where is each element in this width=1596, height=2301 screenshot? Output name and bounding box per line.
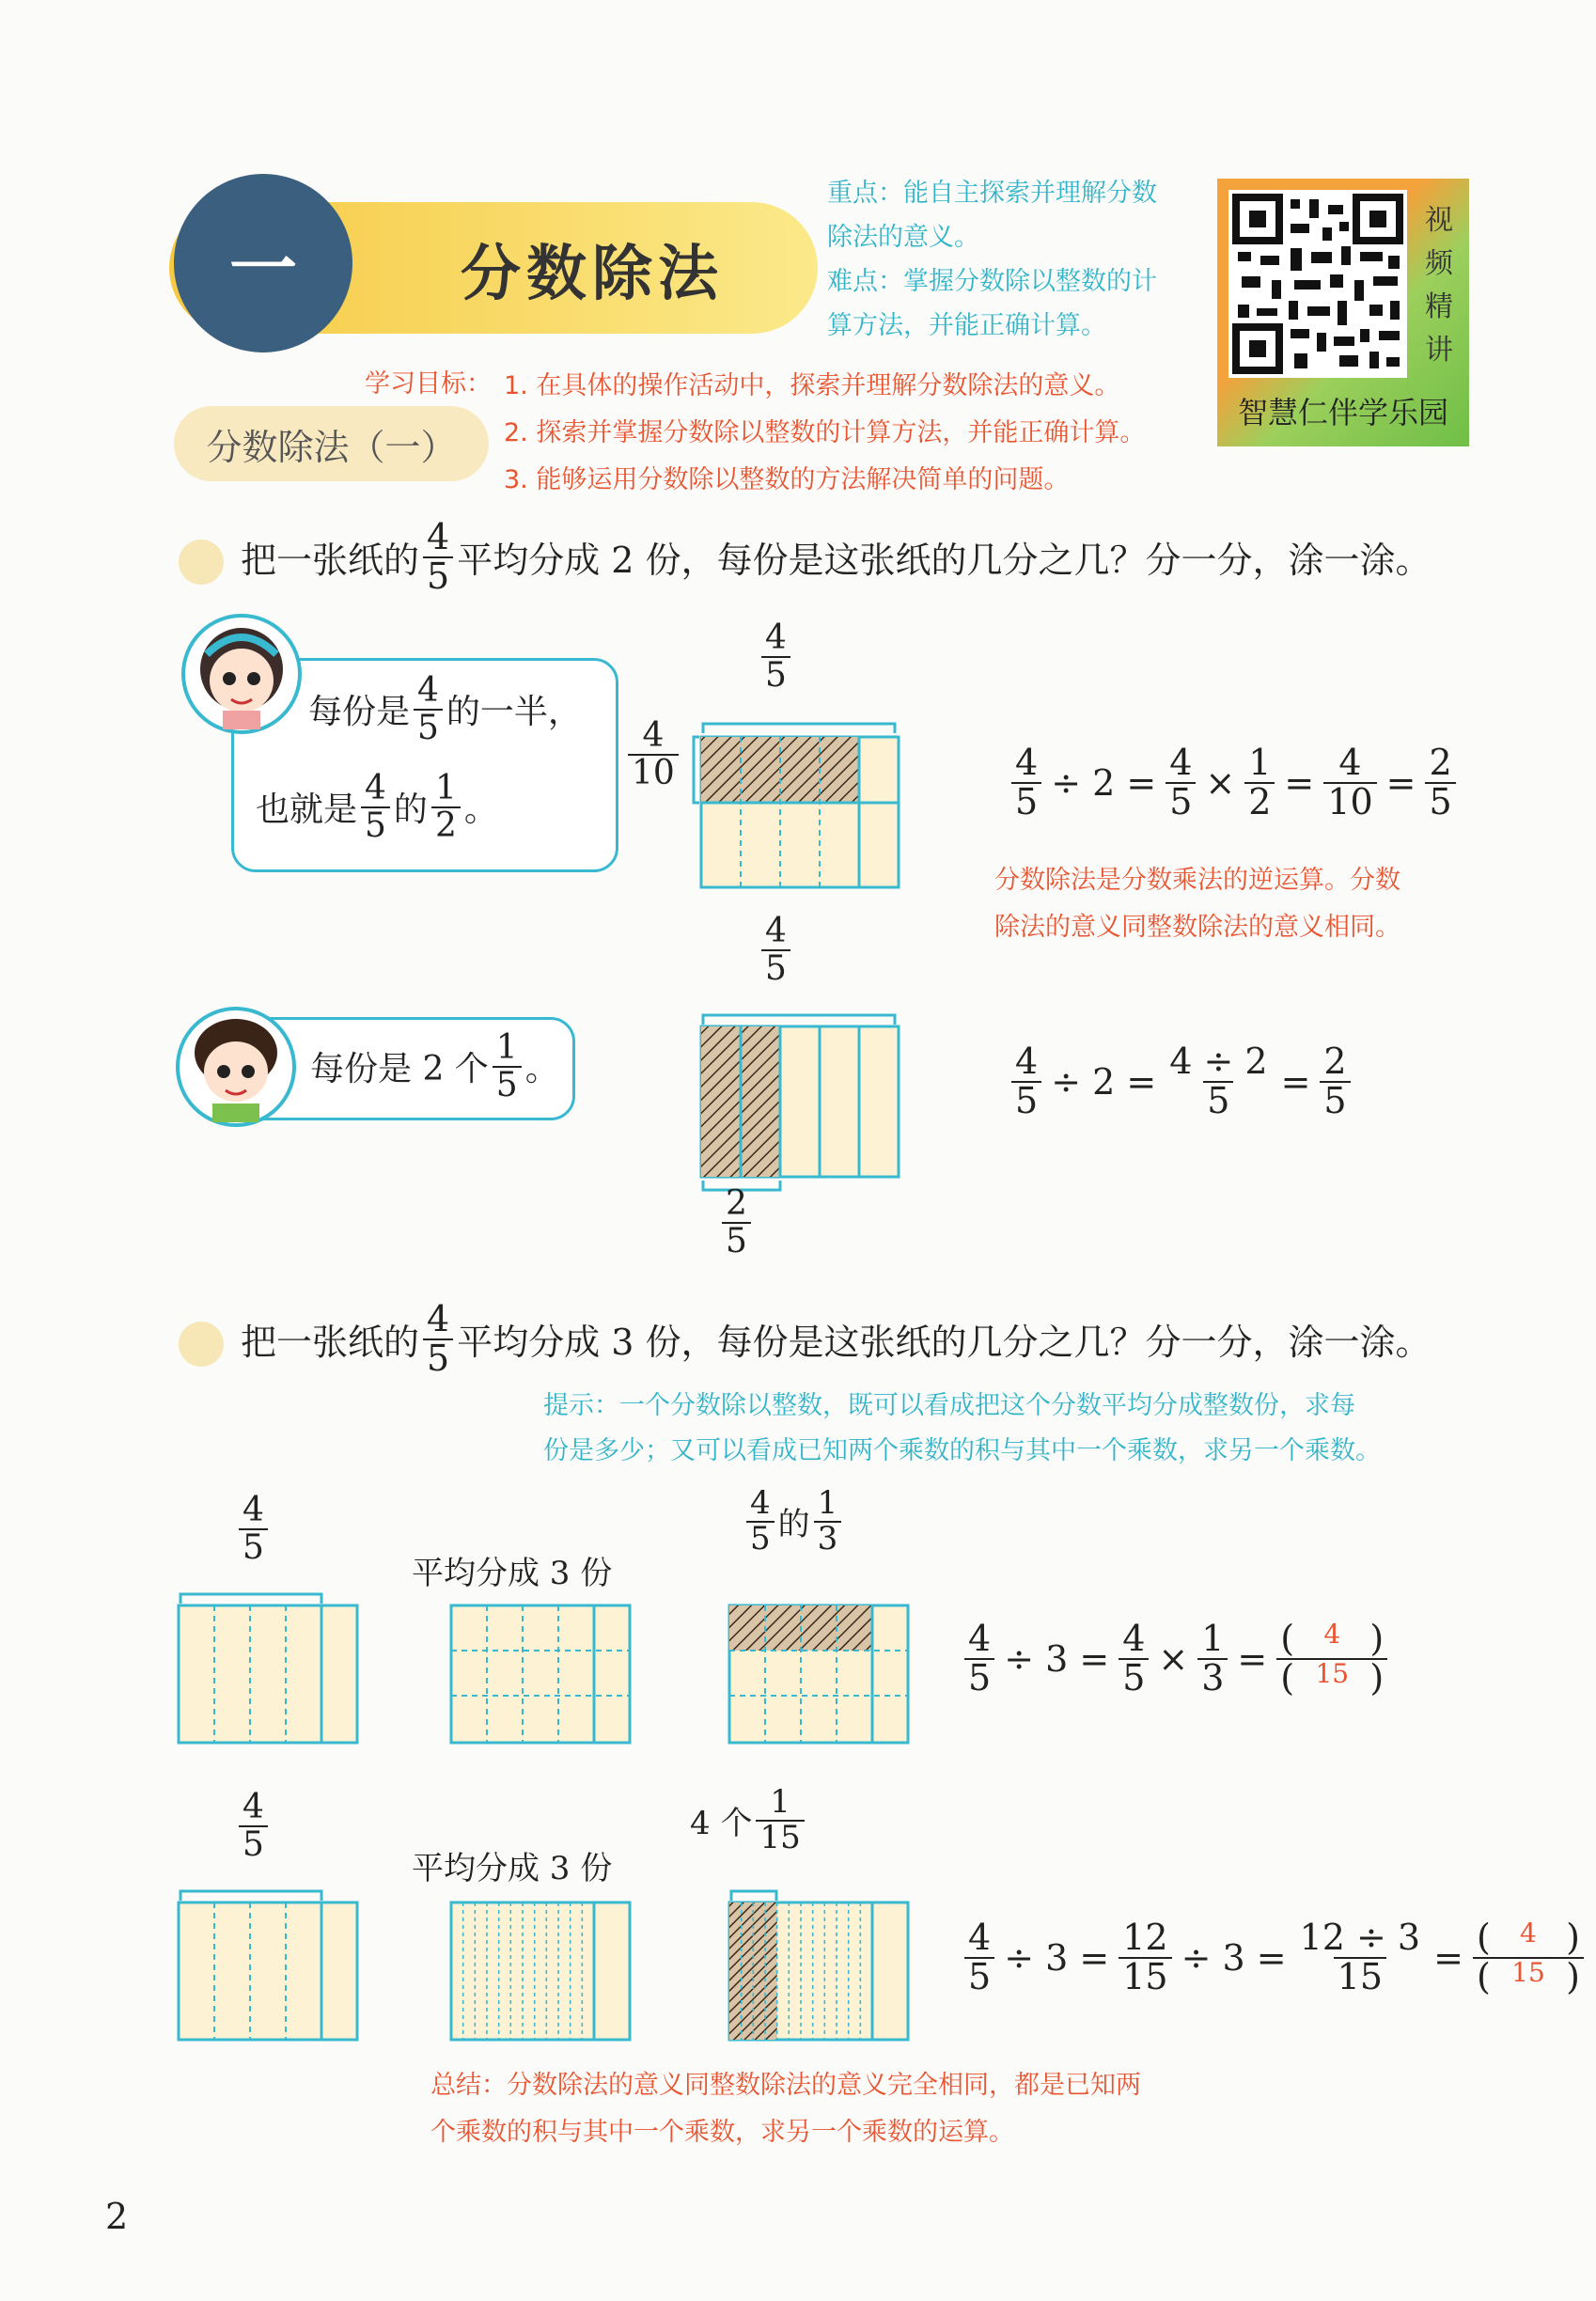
row2-mid-label: 平均分成 3 份 <box>412 1850 613 1887</box>
answer-fraction[interactable]: ( 4 ) ( 15 ) <box>1276 1620 1387 1698</box>
diagram1 <box>686 714 912 893</box>
page-number: 2 <box>105 2196 129 2237</box>
difficulty-label: 难点： <box>827 267 903 296</box>
fraction: $\frac{4}{5}$ <box>361 771 390 844</box>
key-point-text2: 除法的意义。 <box>827 223 979 252</box>
row2-diagram-b <box>449 1899 637 2049</box>
note-1: 分数除法是分数乘法的逆运算。分数 除法的意义同整数除法的意义相同。 <box>994 866 1400 942</box>
key-points <box>827 171 1222 348</box>
qr-caption: 智慧仁伴学乐园 <box>1237 395 1448 430</box>
question-bullet <box>179 540 224 585</box>
diagram1-top-label: $\frac{4}{5}$ <box>758 620 794 694</box>
fraction: $\frac{1}{5}$ <box>493 1030 522 1104</box>
row1-top-label: $\frac{4}{5}$ <box>235 1493 272 1566</box>
row2-equation: $\frac{4}{5}$ ÷ 3 = $\frac{12}{15}$ ÷ 3 = $\frac{12 \div 3}{15}$ = ( 4 ) ( 15 ) <box>961 1919 1588 1996</box>
key-point-label: 重点： <box>827 179 903 208</box>
chapter-title: 分数除法 <box>461 239 724 309</box>
row1-diagram-c <box>728 1602 915 1752</box>
equation-1: $\frac{4}{5}$ ÷ 2 = $\frac{4}{5}$ × $\frac{1}{2}$ = $\frac{4}{10}$ = $\frac{2}{5}$ <box>1008 744 1460 822</box>
row1-right-label: $\frac{4}{5}$ 的 $\frac{1}{3}$ <box>743 1487 845 1556</box>
question-2: 把一张纸的 $\frac{4}{5}$ 平均分成 3 份，每份是这张纸的几分之几？分一分，涂一涂。 <box>241 1298 1432 1379</box>
qr-code-area[interactable] <box>1228 190 1407 378</box>
answer-fraction[interactable]: ( 4 ) ( 15 ) <box>1473 1919 1584 1996</box>
girl-bubble-line1: 每份是 $\frac{4}{5}$ 的一半， <box>308 671 582 747</box>
learning-goals <box>504 363 1145 504</box>
goal-item: 1. 在具体的操作活动中，探索并理解分数除法的意义。 <box>504 371 1120 400</box>
chapter-number-circle <box>174 174 352 352</box>
fraction: $\frac{4}{5}$ <box>423 519 453 596</box>
section-badge-label: 分数除法（一） <box>206 426 457 468</box>
diagram2-bottom-label: $\frac{2}{5}$ <box>718 1186 755 1260</box>
question-bullet <box>179 1322 224 1367</box>
key-point-text1: 能自主探索并理解分数 <box>903 179 1157 208</box>
hint: 提示：一个分数除以整数，既可以看成把这个分数平均分成整数份，求每 份是多少；又可以看成已知两个乘数的积与其中一个乘数，求另一个乘数。 <box>543 1391 1381 1465</box>
summary: 总结：分数除法的意义同整数除法的意义完全相同，都是已知两 个乘数的积与其中一个乘数，求另一个乘数的运算。 <box>430 2071 1141 2147</box>
boy-bubble-text: 每份是 2 个 $\frac{1}{5}$ 。 <box>310 1028 559 1104</box>
qr-code-icon <box>1228 190 1407 378</box>
row1-diagram-a <box>177 1589 365 1748</box>
diagram1-left-label: $\frac{4}{10}$ <box>624 718 682 791</box>
difficulty-text2: 算方法，并能正确计算。 <box>827 311 1106 340</box>
equation-2: $\frac{4}{5}$ ÷ 2 = $\frac{4 \div 2}{5}$ = $\frac{2}{5}$ <box>1008 1043 1354 1120</box>
qr-side-text: 视 频 精 讲 <box>1425 204 1453 367</box>
row1-mid-label: 平均分成 3 份 <box>412 1555 613 1592</box>
row2-diagram-c <box>728 1886 915 2045</box>
boy-avatar <box>175 1006 297 1132</box>
fraction: $\frac{4}{5}$ <box>423 1301 453 1378</box>
learning-goals-label: 学习目标： <box>365 369 492 399</box>
row2-right-label: 4 个 $\frac{1}{15}$ <box>690 1786 808 1855</box>
diagram2 <box>686 1008 912 1214</box>
qr-panel <box>1217 179 1469 446</box>
chapter-number: 一 <box>228 228 297 308</box>
girl-bubble-line2: 也就是 $\frac{4}{5}$ 的 $\frac{1}{2}$ 。 <box>256 769 498 845</box>
goal-item: 3. 能够运用分数除以整数的方法解决简单的问题。 <box>504 465 1070 494</box>
diagram2-top-label: $\frac{4}{5}$ <box>758 914 794 987</box>
fraction: $\frac{4}{5}$ <box>414 673 443 746</box>
row1-diagram-b <box>449 1602 637 1752</box>
girl-avatar <box>180 613 303 739</box>
difficulty-text1: 掌握分数除以整数的计 <box>903 267 1157 296</box>
row2-diagram-a <box>177 1886 365 2045</box>
fraction: $\frac{1}{2}$ <box>431 771 461 844</box>
section-badge <box>174 406 489 481</box>
question-1: 把一张纸的 $\frac{4}{5}$ 平均分成 2 份，每份是这张纸的几分之几？分一分，涂一涂。 <box>241 516 1432 597</box>
row1-equation: $\frac{4}{5}$ ÷ 3 = $\frac{4}{5}$ × $\frac{1}{3}$ = ( 4 ) ( 15 ) <box>961 1620 1391 1698</box>
row2-top-label: $\frac{4}{5}$ <box>235 1790 272 1863</box>
goal-item: 2. 探索并掌握分数除以整数的计算方法，并能正确计算。 <box>504 418 1146 447</box>
